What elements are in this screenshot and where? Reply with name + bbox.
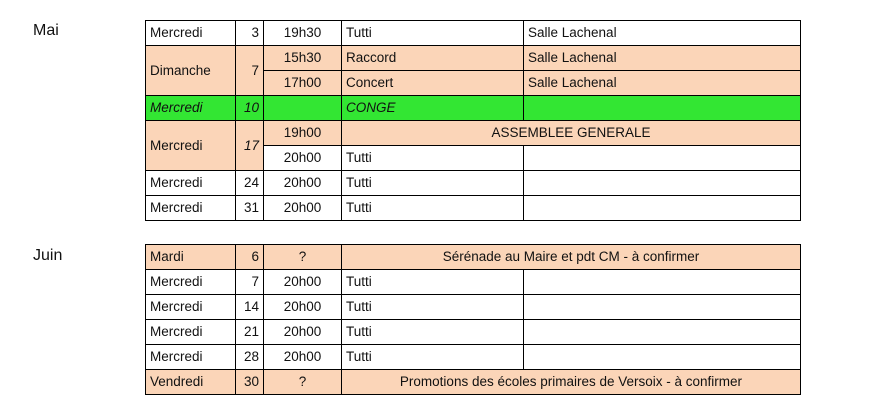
program-cell: Tutti <box>342 295 524 320</box>
location-cell <box>524 270 801 295</box>
date-cell: 14 <box>236 295 264 320</box>
table-row <box>146 370 801 395</box>
schedule-table-mai <box>145 20 801 221</box>
location-cell <box>524 345 801 370</box>
location-cell <box>524 320 801 345</box>
day-cell: Dimanche <box>146 46 236 96</box>
location-cell <box>524 295 801 320</box>
time-cell: 20h00 <box>264 295 342 320</box>
location-cell <box>524 146 801 171</box>
location-cell: Salle Lachenal <box>524 46 801 71</box>
table-row-holiday <box>146 96 801 121</box>
table-row <box>146 245 801 270</box>
time-cell: 20h00 <box>264 270 342 295</box>
day-cell: Mercredi <box>146 320 236 345</box>
time-cell: ? <box>264 245 342 270</box>
date-cell: 28 <box>236 345 264 370</box>
time-cell: 20h00 <box>264 320 342 345</box>
date-cell: 3 <box>236 21 264 46</box>
schedule-table-juin <box>145 244 801 395</box>
month-label-juin: Juin <box>33 247 63 264</box>
location-cell <box>524 171 801 196</box>
time-cell: 20h00 <box>264 196 342 221</box>
program-cell: Raccord <box>342 46 524 71</box>
table-row <box>146 21 801 46</box>
table-row <box>146 171 801 196</box>
day-cell: Vendredi <box>146 370 236 395</box>
location-cell <box>524 96 801 121</box>
table-row <box>146 196 801 221</box>
table-row <box>146 270 801 295</box>
table-row <box>146 295 801 320</box>
time-cell: ? <box>264 370 342 395</box>
time-cell: 20h00 <box>264 345 342 370</box>
time-cell: 15h30 <box>264 46 342 71</box>
day-cell: Mercredi <box>146 171 236 196</box>
table-row <box>146 320 801 345</box>
date-cell: 10 <box>236 96 264 121</box>
program-cell: Sérénade au Maire et pdt CM - à confirmer <box>342 245 801 270</box>
date-cell: 31 <box>236 196 264 221</box>
program-cell: Tutti <box>342 320 524 345</box>
day-cell: Mercredi <box>146 96 236 121</box>
table-row <box>146 345 801 370</box>
date-cell: 7 <box>236 270 264 295</box>
day-cell: Mercredi <box>146 21 236 46</box>
date-cell: 30 <box>236 370 264 395</box>
program-cell: Concert <box>342 71 524 96</box>
program-cell: Tutti <box>342 270 524 295</box>
date-cell: 7 <box>236 46 264 96</box>
day-cell: Mardi <box>146 245 236 270</box>
month-label-mai: Mai <box>33 22 59 39</box>
location-cell <box>524 196 801 221</box>
time-cell: 17h00 <box>264 71 342 96</box>
date-cell: 24 <box>236 171 264 196</box>
time-cell: 19h00 <box>264 121 342 146</box>
program-cell: Tutti <box>342 345 524 370</box>
day-cell: Mercredi <box>146 345 236 370</box>
program-cell: Tutti <box>342 146 524 171</box>
location-cell: Salle Lachenal <box>524 71 801 96</box>
day-cell: Mercredi <box>146 295 236 320</box>
day-cell: Mercredi <box>146 196 236 221</box>
time-cell: 19h30 <box>264 21 342 46</box>
table-row <box>146 121 801 146</box>
date-cell: 6 <box>236 245 264 270</box>
day-cell: Mercredi <box>146 270 236 295</box>
day-cell: Mercredi <box>146 121 236 171</box>
program-cell: Tutti <box>342 171 524 196</box>
date-cell: 21 <box>236 320 264 345</box>
date-cell: 17 <box>236 121 264 171</box>
time-cell <box>264 96 342 121</box>
location-cell: Salle Lachenal <box>524 21 801 46</box>
program-cell: Tutti <box>342 21 524 46</box>
time-cell: 20h00 <box>264 171 342 196</box>
table-row <box>146 46 801 71</box>
time-cell: 20h00 <box>264 146 342 171</box>
program-cell: CONGE <box>342 96 524 121</box>
program-cell: ASSEMBLEE GENERALE <box>342 121 801 146</box>
program-cell: Tutti <box>342 196 524 221</box>
program-cell: Promotions des écoles primaires de Versoix - à confirmer <box>342 370 801 395</box>
